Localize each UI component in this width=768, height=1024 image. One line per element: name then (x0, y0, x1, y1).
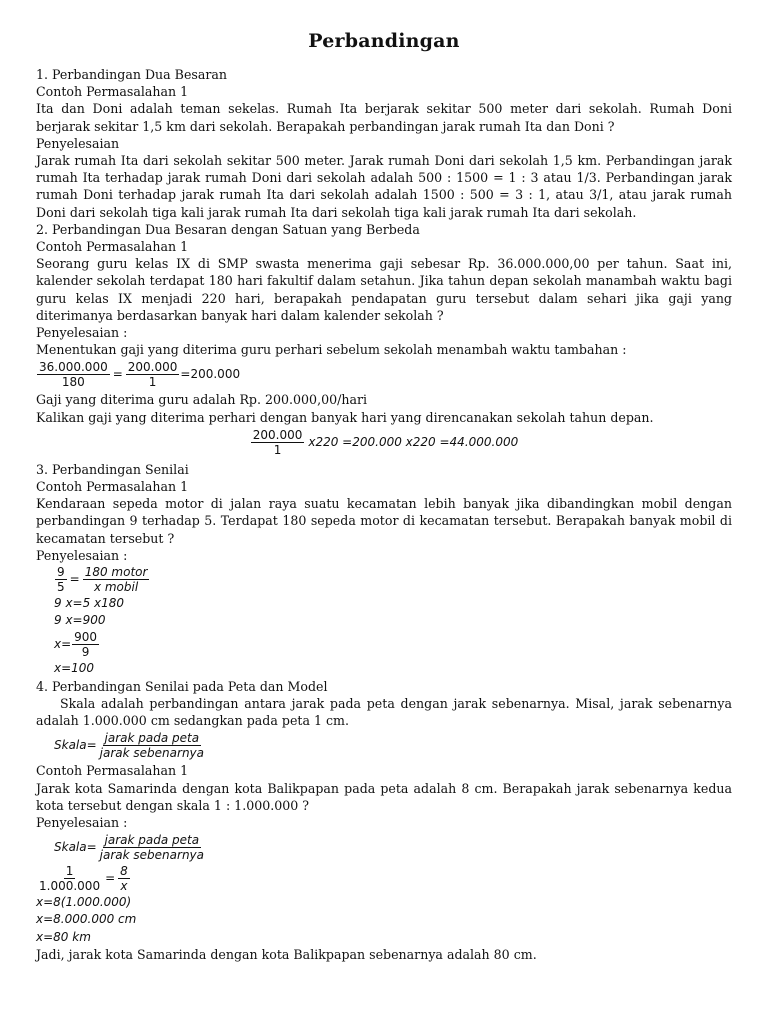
denominator: 9 (81, 645, 90, 660)
equals-sign: = (112, 367, 123, 382)
section-2-contoh: Contoh Permasalahan 1 (36, 239, 189, 255)
equation-lhs: Skala= (54, 738, 97, 753)
numerator: 8 (120, 864, 128, 879)
fraction (83, 565, 150, 594)
denominator: 1 (273, 442, 282, 457)
section-2-gaji: Gaji yang diterima guru adalah Rp. 200.000,00/hari (36, 392, 368, 408)
denominator: x (120, 879, 128, 894)
fraction (37, 360, 110, 389)
section-3-problem: Kendaraan sepeda motor di jalan raya suatu kecamatan lebih banyak jika dibandingkan mobil dengan perbandingan 9 terhadap 5. Terdapat 180 sepeda motor di kecamatan tersebut. Berapakah banyak mobil di kecamatan tersebut ? (36, 496, 732, 546)
section-1-problem: Ita dan Doni adalah teman sekelas. Rumah Ita berjarak sekitar 500 meter dari sekolah. Rumah Doni berjarak sekitar 1,5 km dari sekolah. Berapakah perbandingan jarak rumah Ita dan Doni ? (36, 101, 732, 134)
numerator: 900 (74, 630, 98, 645)
equation-gaji-tahunan (36, 428, 732, 457)
denominator: 180 (61, 375, 85, 390)
numerator: 200.000 (127, 360, 178, 375)
section-3-contoh: Contoh Permasalahan 1 (36, 479, 189, 495)
fraction (251, 428, 305, 457)
section-4-contoh: Contoh Permasalahan 1 (36, 763, 189, 779)
fraction (98, 731, 206, 760)
equation-lhs: x= (54, 637, 72, 652)
fraction (118, 864, 130, 893)
denominator: jarak sebenarnya (99, 848, 204, 863)
page-title: Perbandingan (308, 30, 460, 52)
section-4-problem: Jarak kota Samarinda dengan kota Balikpapan pada peta adalah 8 cm. Berapakah jarak sebenarnya kedua kota tersebut dengan skala 1 : 1.000.000 ? (36, 780, 732, 813)
fraction (37, 864, 102, 893)
equation-result: =200.000 (180, 367, 241, 382)
section-4-intro: Skala adalah perbandingan antara jarak pada peta dengan jarak sebenarnya. Misal, jarak sebenarnya adalah 1.000.000 cm sedangkan pada peta 1 cm. (36, 695, 732, 729)
section-2-problem: Seorang guru kelas IX di SMP swasta menerima gaji sebesar Rp. 36.000.000,00 per tahun. Saat ini, kalender sekolah terdapat 180 hari fakultif dalam setahun. Jika tahun depan sekolah manambah waktu bagi guru kelas IX menjadi 220 hari, berapakah pendapatan guru tersebut dalam sehari jika gaji yang diterimanya berdasarkan banyak hari dalam kalender sekolah ? (36, 256, 732, 323)
fraction (72, 630, 99, 659)
section-3-heading: 3. Perbandingan Senilai (36, 461, 189, 477)
equation-line: x=8(1.000.000) (36, 895, 132, 910)
section-4-conclusion: Jadi, jarak kota Samarinda dengan kota Balikpapan sebenarnya adalah 80 cm. (36, 946, 537, 962)
denominator: 5 (57, 580, 65, 595)
equation-line: x=100 (54, 661, 95, 676)
equation-line: x=80 km (36, 929, 91, 944)
equation-gaji-perhari (36, 360, 732, 389)
section-2-penyelesaian: Penyelesaian : (36, 325, 128, 341)
section-4-heading: 4. Perbandingan Senilai pada Peta dan Model (36, 678, 328, 694)
section-2-heading: 2. Perbandingan Dua Besaran dengan Satuan yang Berbeda (36, 221, 420, 237)
numerator: 9 (57, 565, 65, 580)
fraction (98, 833, 206, 862)
section-1-heading: 1. Perbandingan Dua Besaran (36, 67, 228, 82)
denominator: 1.000.000 (39, 879, 101, 894)
numerator: jarak pada peta (104, 833, 200, 848)
equation-line: 9 x=900 (54, 613, 106, 628)
denominator: x mobil (93, 580, 139, 595)
equation-ratio (36, 565, 732, 594)
section-3-penyelesaian: Penyelesaian : (36, 547, 128, 563)
numerator: 36.000.000 (39, 360, 108, 375)
denominator: 1 (148, 375, 157, 390)
equation-skala (36, 833, 732, 862)
section-4-penyelesaian: Penyelesaian : (36, 814, 128, 830)
equals-sign: = (105, 871, 116, 886)
document-page (36, 30, 732, 963)
section-1-solution: Jarak rumah Ita dari sekolah sekitar 500 meter. Jarak rumah Doni dari sekolah 1,5 km. Perbandingan jarak rumah Ita terhadap jarak rumah Doni dari sekolah adalah 500 : 1500 = 1 : 3 atau 1/3. Perbandingan jarak rumah Doni terhadap jarak rumah Ita dari sekolah adalah 1500 : 500 = 3 : 1, atau 3/1, atau jarak rumah Doni dari sekolah tiga kali jarak rumah Ita dari sekolah tiga kali jarak rumah Ita dari sekolah. (36, 153, 732, 220)
fraction (55, 565, 67, 594)
numerator: 200.000 (252, 427, 303, 442)
equation-proportion (36, 864, 732, 893)
equation-rest: x220 =200.000 x220 =44.000.000 (308, 434, 519, 449)
equation-lhs: Skala= (54, 840, 97, 855)
equation-skala (36, 731, 732, 760)
denominator: jarak sebenarnya (99, 746, 204, 761)
section-1-penyelesaian: Penyelesaian (36, 135, 120, 151)
numerator: jarak pada peta (104, 731, 200, 746)
numerator: 180 motor (84, 565, 148, 580)
section-1-contoh: Contoh Permasalahan 1 (36, 84, 189, 100)
section-2-step2: Kalikan gaji yang diterima perhari dengan banyak hari yang direncanakan sekolah tahun depan. (36, 409, 654, 425)
equals-sign: = (69, 572, 80, 587)
equation-line: 9 x=5 x180 (54, 596, 125, 611)
section-2-step1: Menentukan gaji yang diterima guru perhari sebelum sekolah menambah waktu tambahan : (36, 342, 627, 358)
fraction (126, 360, 180, 389)
equation-line: x=8.000.000 cm (36, 912, 137, 927)
equation-division (36, 630, 732, 659)
numerator: 1 (65, 864, 74, 879)
